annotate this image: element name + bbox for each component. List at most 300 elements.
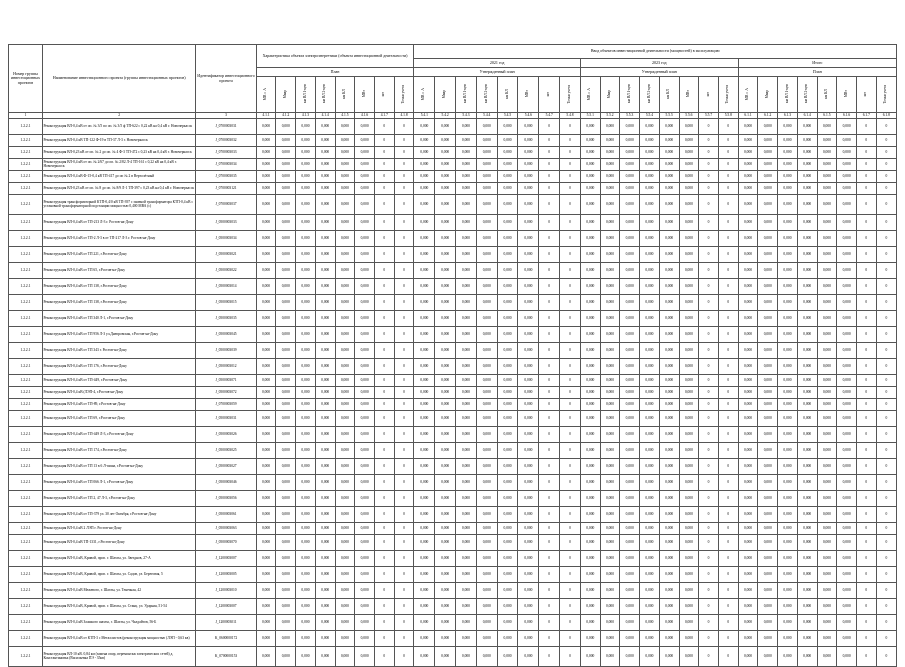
value-cell: 0 [876, 195, 896, 215]
value-cell: 0,000 [518, 327, 539, 343]
y21-unit-header [476, 77, 497, 113]
value-cell: 0,000 [476, 311, 497, 327]
value-cell: 0,000 [497, 475, 518, 491]
value-cell: 0 [856, 359, 876, 375]
value-cell: 0 [394, 535, 414, 551]
value-cell: 0,000 [315, 231, 335, 247]
value-cell: 0,000 [738, 247, 758, 263]
value-cell: 0,000 [659, 183, 679, 195]
value-cell: 0 [560, 171, 581, 183]
value-cell: 0,000 [758, 491, 778, 507]
value-cell: 0,000 [476, 215, 497, 231]
group-number-cell: 1.2.2.1 [9, 475, 43, 491]
value-cell: 0,000 [497, 491, 518, 507]
value-cell: 0,000 [435, 263, 456, 279]
value-cell: 0,000 [679, 647, 699, 667]
value-cell: 0,000 [837, 647, 857, 667]
value-cell: 0,000 [797, 599, 817, 615]
value-cell: 0,000 [518, 263, 539, 279]
value-cell: 0,000 [276, 231, 296, 247]
value-cell: 0 [539, 491, 560, 507]
value-cell: 0,000 [518, 459, 539, 475]
value-cell: 0,000 [797, 491, 817, 507]
value-cell: 0,000 [315, 567, 335, 583]
value-cell: 0,000 [518, 507, 539, 523]
char-unit-header [355, 77, 375, 113]
value-cell: 0,000 [797, 279, 817, 295]
table-row [9, 443, 897, 459]
column-number: 5.5.6 [679, 113, 699, 119]
value-cell: 0,000 [335, 295, 355, 311]
value-cell: 0,000 [435, 359, 456, 375]
value-cell: 0 [718, 599, 738, 615]
value-cell: 0,000 [620, 583, 640, 599]
value-cell: 0,000 [837, 459, 857, 475]
value-cell: 0 [539, 567, 560, 583]
value-cell: 0 [374, 399, 394, 411]
value-cell: 0,000 [797, 159, 817, 171]
value-cell: 0,000 [758, 567, 778, 583]
value-cell: 0,000 [355, 387, 375, 399]
value-cell: 0,000 [738, 399, 758, 411]
value-cell: 0,000 [414, 215, 435, 231]
value-cell: 0,000 [518, 343, 539, 359]
project-name-cell: Реконструкция ВЛ-0,4 кВ от оп. № 2/67 до оп. № 2/82 Л-4 ТП-161 с 0,22 кВ на 0,4 кВ г. Новочеркасск [42, 159, 195, 171]
value-cell: 0,000 [335, 311, 355, 327]
value-cell: 0,000 [276, 427, 296, 443]
value-cell: 0 [699, 119, 719, 135]
value-cell: 0,000 [758, 387, 778, 399]
value-cell: 0,000 [256, 583, 276, 599]
value-cell: 0,000 [435, 475, 456, 491]
value-cell: 0 [718, 215, 738, 231]
value-cell: 0,000 [679, 523, 699, 535]
project-name-cell: Реконструкция ВЛ-0,4 кВ от ТП 65, г.Ростов-на-Дону [42, 263, 195, 279]
value-cell: 0 [374, 279, 394, 295]
value-cell: 0,000 [497, 507, 518, 523]
value-cell: 0,000 [256, 459, 276, 475]
value-cell: 0,000 [456, 279, 477, 295]
value-cell: 0,000 [600, 507, 620, 523]
value-cell: 0,000 [256, 159, 276, 171]
group-number-cell: 1.2.2.1 [9, 387, 43, 399]
value-cell: 0 [856, 279, 876, 295]
value-cell: 0,000 [600, 135, 620, 147]
value-cell: 0,000 [435, 411, 456, 427]
value-cell: 0 [560, 411, 581, 427]
value-cell: 0 [394, 647, 414, 667]
table-row [9, 135, 897, 147]
value-cell: 0,000 [476, 263, 497, 279]
value-cell: 0 [374, 263, 394, 279]
value-cell: 0,000 [640, 599, 660, 615]
value-cell: 0,000 [497, 443, 518, 459]
value-cell: 0 [856, 231, 876, 247]
value-cell: 0,000 [315, 507, 335, 523]
value-cell: 0 [394, 491, 414, 507]
value-cell: 0,000 [296, 171, 316, 183]
value-cell: 0 [539, 507, 560, 523]
y23-unit-header [640, 77, 660, 113]
value-cell: 0,000 [256, 247, 276, 263]
value-cell: 0,000 [456, 475, 477, 491]
value-cell: 0,000 [738, 215, 758, 231]
value-cell: 0,000 [797, 427, 817, 443]
value-cell: 0,000 [600, 327, 620, 343]
group-number-cell: 1.2.2.1 [9, 327, 43, 343]
value-cell: 0,000 [758, 411, 778, 427]
tot-unit-header [856, 77, 876, 113]
table-row [9, 535, 897, 551]
value-cell: 0,000 [476, 647, 497, 667]
value-cell: 0,000 [435, 119, 456, 135]
value-cell: 0,000 [817, 475, 837, 491]
value-cell: 0,000 [758, 647, 778, 667]
value-cell: 0,000 [276, 171, 296, 183]
value-cell: 0,000 [580, 247, 600, 263]
value-cell: 0,000 [738, 147, 758, 159]
value-cell: 0 [856, 631, 876, 647]
value-cell: 0 [856, 343, 876, 359]
value-cell: 0,000 [600, 159, 620, 171]
value-cell: 0,000 [620, 459, 640, 475]
value-cell: 0 [856, 247, 876, 263]
value-cell: 0,000 [296, 551, 316, 567]
value-cell: 0,000 [679, 135, 699, 147]
value-cell: 0 [718, 263, 738, 279]
y21-unit-label: Мвар [442, 89, 447, 99]
value-cell: 0,000 [659, 231, 679, 247]
value-cell: 0,000 [758, 475, 778, 491]
value-cell: 0 [374, 375, 394, 387]
value-cell: 0 [560, 263, 581, 279]
value-cell: 0 [876, 475, 896, 491]
value-cell: 0 [539, 535, 560, 551]
value-cell: 0,000 [738, 387, 758, 399]
value-cell: 0,000 [758, 507, 778, 523]
value-cell: 0,000 [355, 535, 375, 551]
y21-unit-label: МВт [525, 90, 530, 98]
value-cell: 0,000 [315, 599, 335, 615]
value-cell: 0,000 [315, 615, 335, 631]
value-cell: 0 [699, 343, 719, 359]
project-id-cell: J_0700003121 [196, 183, 256, 195]
value-cell: 0,000 [256, 343, 276, 359]
value-cell: 0,000 [580, 119, 600, 135]
value-cell: 0,000 [256, 615, 276, 631]
value-cell: 0,000 [738, 475, 758, 491]
value-cell: 0 [374, 647, 394, 667]
value-cell: 0,000 [414, 411, 435, 427]
value-cell: 0,000 [837, 507, 857, 523]
value-cell: 0 [539, 427, 560, 443]
value-cell: 0,000 [659, 147, 679, 159]
value-cell: 0 [856, 147, 876, 159]
value-cell: 0 [374, 459, 394, 475]
value-cell: 0,000 [435, 443, 456, 459]
value-cell: 0,000 [335, 171, 355, 183]
value-cell: 0,000 [435, 459, 456, 475]
value-cell: 0,000 [679, 279, 699, 295]
value-cell: 0,000 [276, 491, 296, 507]
value-cell: 0,000 [837, 615, 857, 631]
value-cell: 0 [560, 119, 581, 135]
value-cell: 0,000 [738, 427, 758, 443]
value-cell: 0,000 [414, 183, 435, 195]
value-cell: 0,000 [817, 647, 837, 667]
value-cell: 0,000 [640, 443, 660, 459]
value-cell: 0,000 [580, 443, 600, 459]
project-id-cell: J_0500003070 [196, 535, 256, 551]
y23-unit-header [679, 77, 699, 113]
value-cell: 0,000 [256, 263, 276, 279]
value-cell: 0,000 [476, 491, 497, 507]
tot-unit-label: шт [863, 91, 868, 97]
value-cell: 0,000 [414, 159, 435, 171]
value-cell: 0,000 [640, 295, 660, 311]
char-unit-header [374, 77, 394, 113]
value-cell: 0,000 [355, 491, 375, 507]
value-cell: 0 [856, 411, 876, 427]
value-cell: 0,000 [497, 411, 518, 427]
table-row [9, 147, 897, 159]
value-cell: 0 [876, 295, 896, 311]
value-cell: 0,000 [659, 523, 679, 535]
value-cell: 0 [876, 263, 896, 279]
tot-unit-label: км ВЛ 2-цеп [804, 84, 809, 104]
value-cell: 0,000 [296, 459, 316, 475]
value-cell: 0 [394, 119, 414, 135]
value-cell: 0,000 [758, 159, 778, 171]
value-cell: 0 [876, 647, 896, 667]
value-cell: 0,000 [837, 599, 857, 615]
table-row [9, 583, 897, 599]
value-cell: 0,000 [778, 147, 798, 159]
column-number: 5.5.4 [640, 113, 660, 119]
value-cell: 0 [699, 399, 719, 411]
group-number-cell: 1.2.2.1 [9, 215, 43, 231]
value-cell: 0 [560, 491, 581, 507]
value-cell: 0,000 [476, 631, 497, 647]
value-cell: 0 [856, 427, 876, 443]
value-cell: 0 [374, 295, 394, 311]
char-unit-label: Точки учета [401, 84, 406, 104]
value-cell: 0,000 [758, 183, 778, 195]
value-cell: 0 [394, 279, 414, 295]
value-cell: 0,000 [435, 567, 456, 583]
value-cell: 0,000 [659, 327, 679, 343]
value-cell: 0,000 [659, 295, 679, 311]
value-cell: 0 [539, 247, 560, 263]
value-cell: 0,000 [817, 359, 837, 375]
value-cell: 0,000 [620, 443, 640, 459]
value-cell: 0 [876, 631, 896, 647]
value-cell: 0,000 [738, 443, 758, 459]
value-cell: 0,000 [778, 443, 798, 459]
value-cell: 0,000 [580, 359, 600, 375]
value-cell: 0,000 [758, 615, 778, 631]
value-cell: 0 [394, 327, 414, 343]
value-cell: 0,000 [797, 551, 817, 567]
column-number: 6.1.5 [817, 113, 837, 119]
value-cell: 0,000 [497, 159, 518, 171]
value-cell: 0,000 [600, 647, 620, 667]
value-cell: 0,000 [355, 459, 375, 475]
value-cell: 0,000 [640, 631, 660, 647]
value-cell: 0,000 [456, 311, 477, 327]
value-cell: 0,000 [456, 147, 477, 159]
value-cell: 0 [394, 375, 414, 387]
value-cell: 0,000 [414, 535, 435, 551]
value-cell: 0,000 [659, 631, 679, 647]
value-cell: 0,000 [315, 311, 335, 327]
value-cell: 0,000 [600, 491, 620, 507]
value-cell: 0,000 [335, 147, 355, 159]
value-cell: 0,000 [640, 195, 660, 215]
value-cell: 0,000 [797, 375, 817, 387]
value-cell: 0,000 [797, 583, 817, 599]
value-cell: 0 [699, 159, 719, 171]
value-cell: 0,000 [435, 387, 456, 399]
value-cell: 0,000 [296, 535, 316, 551]
value-cell: 0,000 [518, 279, 539, 295]
table-row [9, 491, 897, 507]
value-cell: 0 [718, 195, 738, 215]
value-cell: 0,000 [497, 231, 518, 247]
value-cell: 0,000 [414, 359, 435, 375]
value-cell: 0,000 [518, 583, 539, 599]
value-cell: 0,000 [315, 359, 335, 375]
value-cell: 0,000 [640, 387, 660, 399]
value-cell: 0 [560, 567, 581, 583]
value-cell: 0,000 [600, 535, 620, 551]
project-name-cell: Реконструкция ВЛ-0,4 кВ, Кривой, проп. г. Шахты, ул. Садов, ул. Береговая, 5 [42, 567, 195, 583]
value-cell: 0 [374, 443, 394, 459]
value-cell: 0,000 [837, 159, 857, 171]
value-cell: 0 [699, 195, 719, 215]
value-cell: 0 [876, 535, 896, 551]
value-cell: 0,000 [315, 327, 335, 343]
value-cell: 0,000 [640, 615, 660, 631]
column-number: 4.1.6 [355, 113, 375, 119]
value-cell: 0,000 [620, 399, 640, 411]
value-cell: 0,000 [518, 387, 539, 399]
value-cell: 0,000 [518, 295, 539, 311]
value-cell: 0,000 [456, 263, 477, 279]
value-cell: 0,000 [580, 523, 600, 535]
column-number: 6.1.7 [856, 113, 876, 119]
value-cell: 0,000 [476, 279, 497, 295]
value-cell: 0 [539, 631, 560, 647]
value-cell: 0,000 [738, 375, 758, 387]
project-id-cell: J_0500003033 [196, 215, 256, 231]
value-cell: 0,000 [797, 135, 817, 147]
value-cell: 0,000 [817, 567, 837, 583]
value-cell: 0 [876, 583, 896, 599]
table-row [9, 615, 897, 631]
value-cell: 0,000 [355, 523, 375, 535]
value-cell: 0,000 [476, 583, 497, 599]
value-cell: 0,000 [659, 387, 679, 399]
value-cell: 0 [718, 491, 738, 507]
value-cell: 0,000 [476, 295, 497, 311]
value-cell: 0 [876, 147, 896, 159]
value-cell: 0 [394, 135, 414, 147]
value-cell: 0 [560, 327, 581, 343]
value-cell: 0,000 [414, 375, 435, 387]
project-id-cell: J_0700003033 [196, 147, 256, 159]
value-cell: 0,000 [315, 279, 335, 295]
value-cell: 0 [876, 231, 896, 247]
value-cell: 0,000 [738, 343, 758, 359]
value-cell: 0 [699, 183, 719, 195]
value-cell: 0 [856, 615, 876, 631]
value-cell: 0 [539, 399, 560, 411]
value-cell: 0,000 [778, 387, 798, 399]
value-cell: 0,000 [738, 171, 758, 183]
value-cell: 0,000 [476, 147, 497, 159]
value-cell: 0,000 [315, 387, 335, 399]
value-cell: 0,000 [817, 387, 837, 399]
value-cell: 0,000 [256, 215, 276, 231]
value-cell: 0,000 [679, 475, 699, 491]
value-cell: 0,000 [778, 183, 798, 195]
group-number-cell: 1.2.2.1 [9, 279, 43, 295]
value-cell: 0,000 [659, 647, 679, 667]
value-cell: 0,000 [679, 443, 699, 459]
column-number: 3 [196, 113, 256, 119]
y21-unit-label: шт [546, 91, 551, 97]
value-cell: 0,000 [335, 215, 355, 231]
value-cell: 0,000 [679, 507, 699, 523]
col-name-header: Наименование инвестиционного проекта (группы инвестиционных проектов) [42, 45, 195, 113]
value-cell: 0,000 [679, 215, 699, 231]
value-cell: 0,000 [679, 387, 699, 399]
value-cell: 0,000 [600, 443, 620, 459]
value-cell: 0 [394, 343, 414, 359]
value-cell: 0,000 [837, 215, 857, 231]
value-cell: 0,000 [256, 195, 276, 215]
value-cell: 0,000 [414, 231, 435, 247]
value-cell: 0,000 [620, 147, 640, 159]
value-cell: 0 [560, 523, 581, 535]
value-cell: 0 [560, 231, 581, 247]
value-cell: 0,000 [355, 147, 375, 159]
value-cell: 0,000 [620, 427, 640, 443]
value-cell: 0,000 [679, 183, 699, 195]
value-cell: 0,000 [256, 279, 276, 295]
value-cell: 0,000 [276, 119, 296, 135]
value-cell: 0,000 [518, 427, 539, 443]
value-cell: 0,000 [817, 599, 837, 615]
value-cell: 0,000 [620, 507, 640, 523]
value-cell: 0,000 [456, 399, 477, 411]
value-cell: 0 [699, 375, 719, 387]
value-cell: 0,000 [335, 387, 355, 399]
table-row [9, 247, 897, 263]
column-number: 4.1.5 [335, 113, 355, 119]
value-cell: 0,000 [355, 647, 375, 667]
value-cell: 0 [560, 195, 581, 215]
value-cell: 0 [394, 427, 414, 443]
value-cell: 0,000 [456, 135, 477, 147]
value-cell: 0,000 [497, 147, 518, 159]
value-cell: 0 [374, 523, 394, 535]
value-cell: 0 [718, 399, 738, 411]
value-cell: 0 [699, 135, 719, 147]
value-cell: 0,000 [758, 427, 778, 443]
value-cell: 0,000 [497, 399, 518, 411]
